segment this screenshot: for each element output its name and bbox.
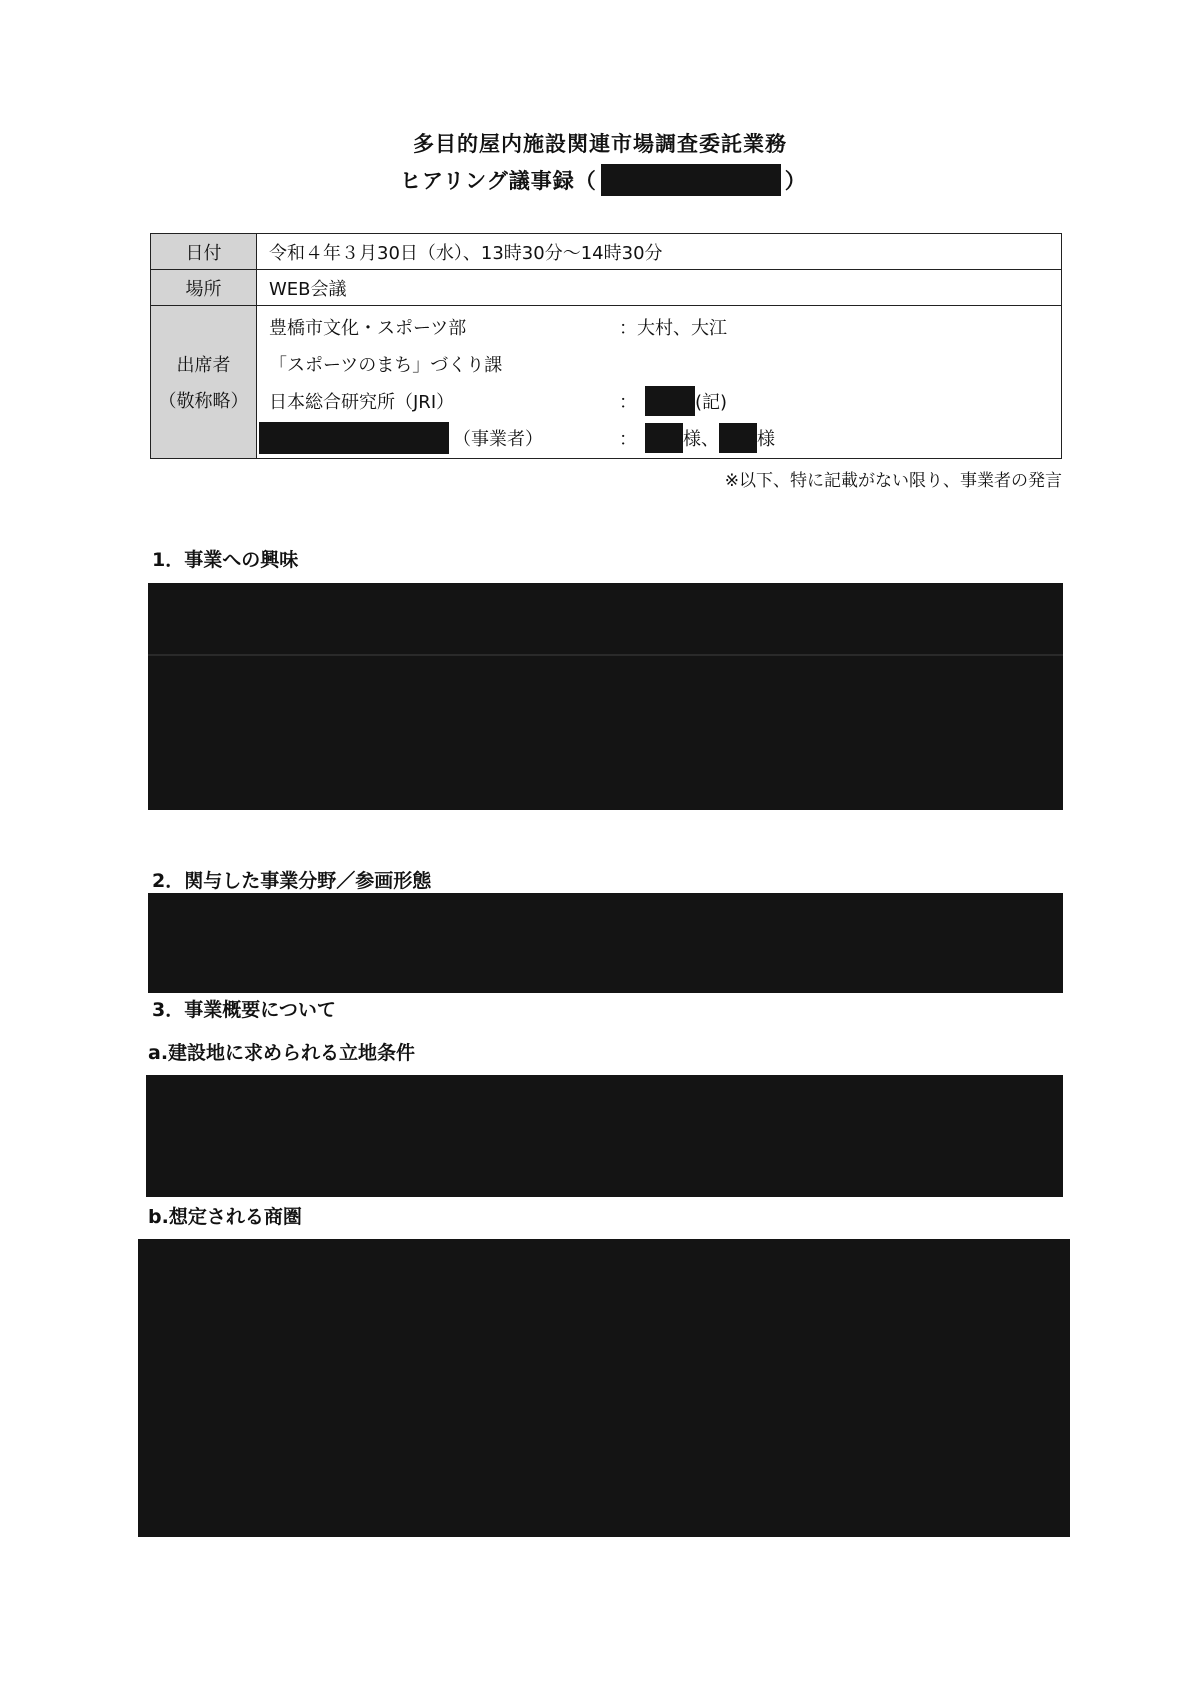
attendee-org-suffix: （事業者） <box>453 428 543 450</box>
name1-suffix: 様、 <box>683 428 719 450</box>
document-title: 多目的屋内施設関連市場調査委託業務 <box>413 132 787 156</box>
subtitle-suffix: ） <box>784 169 807 193</box>
redacted-block <box>645 423 683 453</box>
redacted-content-3b <box>138 1239 1070 1537</box>
attendee-org: 「スポーツのまち」づくり課 <box>269 354 503 376</box>
attendee-names: ：大村、大江 <box>619 317 727 339</box>
names-prefix: ： <box>619 391 637 413</box>
section-heading-3b: b.想定される商圏 <box>148 1206 302 1228</box>
attendees-list <box>257 306 1062 459</box>
name2-suffix: 様 <box>757 428 775 450</box>
names-suffix: (記) <box>695 391 728 413</box>
redacted-block <box>259 422 449 454</box>
meeting-info-table <box>150 233 1062 459</box>
attendees-label-line1: 出席者 <box>176 355 231 376</box>
date-label: 日付 <box>151 234 257 270</box>
attendee-org: 豊橋市文化・スポーツ部 <box>269 317 467 339</box>
document-subtitle <box>400 164 807 196</box>
attendee-org: 日本総合研究所（JRI） <box>269 391 455 413</box>
attendees-label <box>151 306 257 459</box>
date-value: 令和４年３月30日（水）、13時30分～14時30分 <box>257 234 1062 270</box>
redacted-content-1 <box>148 583 1063 810</box>
attendees-label-line2: （敬称略） <box>158 391 249 412</box>
attendee-names <box>619 423 775 453</box>
section-heading-3a: a.建設地に求められる立地条件 <box>148 1042 416 1064</box>
attendee-names <box>619 386 727 416</box>
redacted-content-3a <box>146 1075 1063 1197</box>
attendee-row <box>269 382 1049 419</box>
note-text: ※以下、特に記載がない限り、事業者の発言 <box>724 471 1062 491</box>
section-heading-3: 3．事業概要について <box>152 999 336 1021</box>
names-prefix: ： <box>619 428 637 450</box>
attendee-row <box>269 308 1049 345</box>
attendee-row <box>269 419 1049 456</box>
redacted-block <box>719 423 757 453</box>
section-heading-1: 1．事業への興味 <box>152 549 299 571</box>
redacted-content-2 <box>148 893 1063 993</box>
attendee-row <box>269 345 1049 382</box>
redacted-block <box>601 164 781 196</box>
place-value: WEB会議 <box>257 270 1062 306</box>
redacted-block <box>645 386 695 416</box>
section-heading-2: 2．関与した事業分野／参画形態 <box>152 870 432 892</box>
place-label: 場所 <box>151 270 257 306</box>
subtitle-prefix: ヒアリング議事録（ <box>400 169 597 193</box>
redaction-seam <box>148 654 1063 656</box>
